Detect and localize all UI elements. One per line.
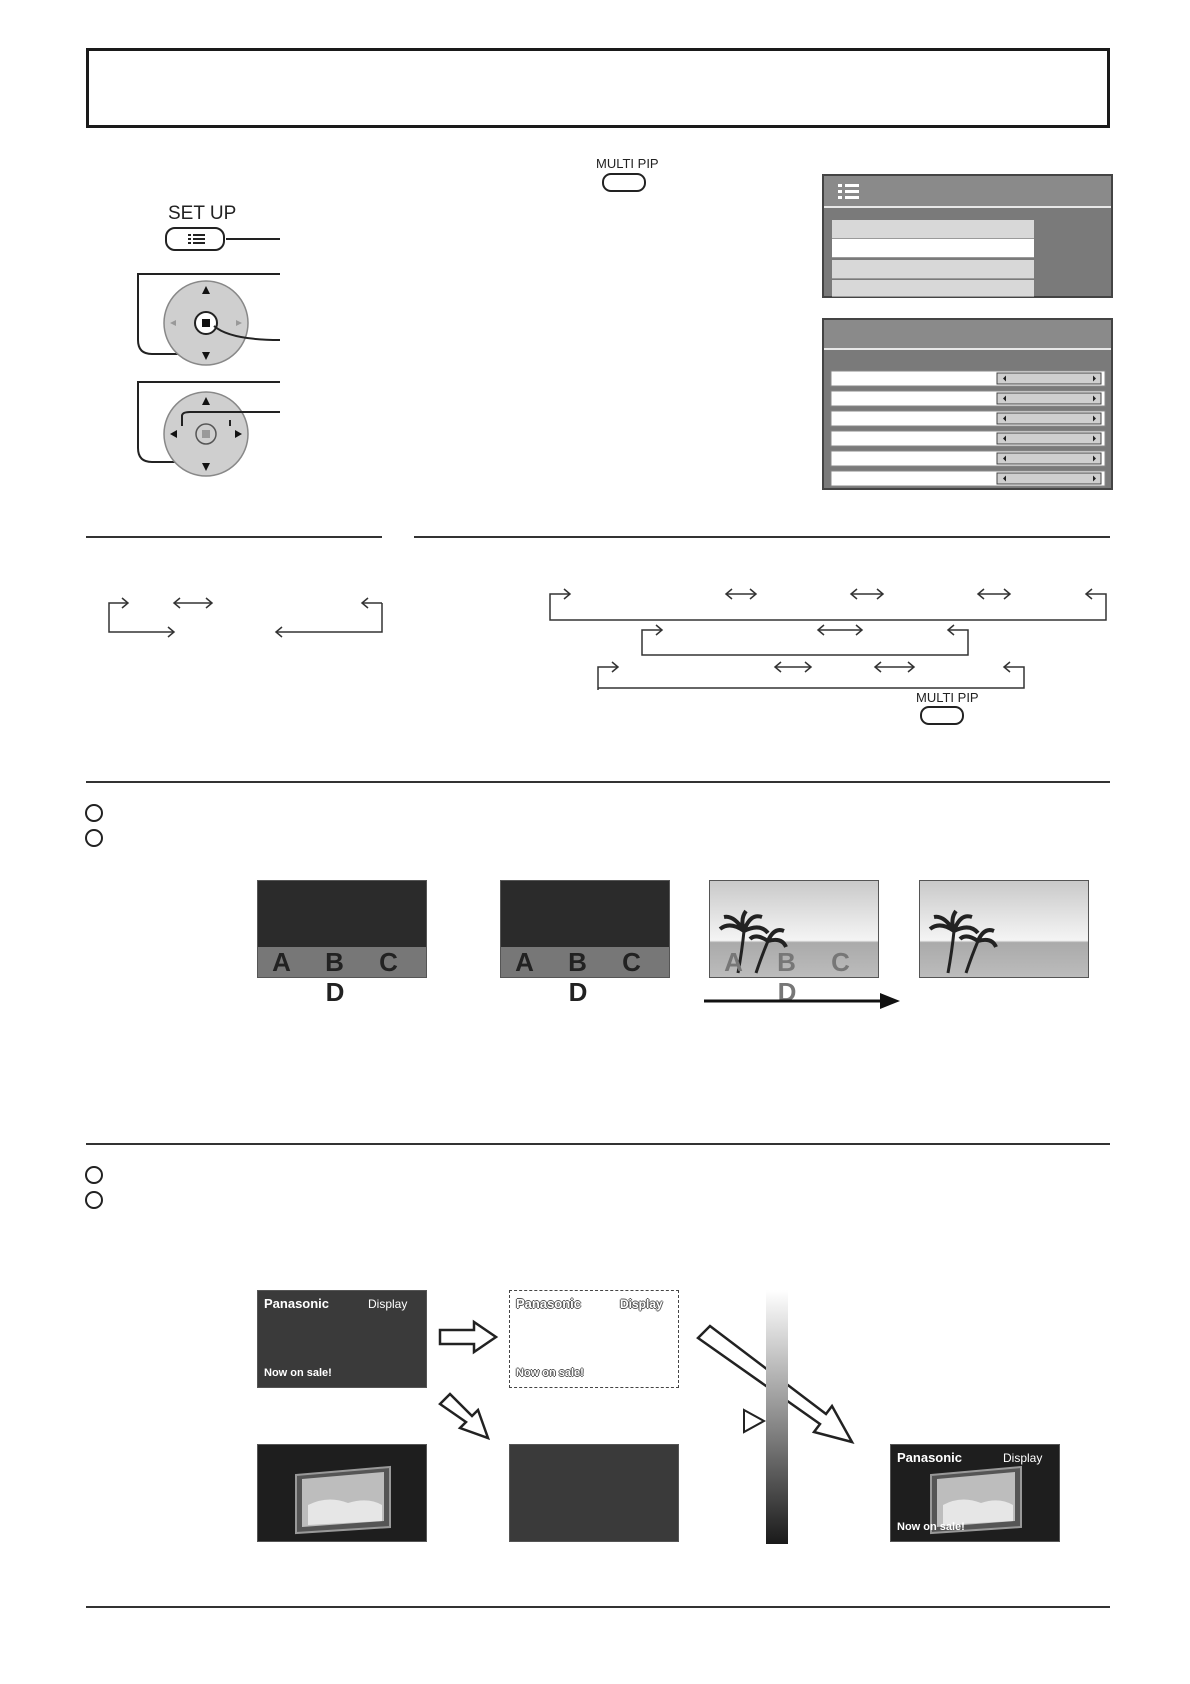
product-text: Display: [368, 1297, 408, 1311]
multi-pip-button[interactable]: [602, 173, 646, 192]
display-photo-screen: [257, 1444, 427, 1542]
step-circle: [85, 1191, 103, 1209]
page-title-box: [86, 48, 1110, 128]
brand-text: Panasonic: [516, 1296, 582, 1311]
settings-rows: [831, 371, 1105, 487]
section-rule: [86, 781, 1110, 783]
menu-item-selected[interactable]: [832, 239, 1034, 258]
ad-overlay-outline: [509, 1290, 679, 1388]
menu-item[interactable]: [832, 220, 1034, 239]
brand-text: Panasonic: [264, 1296, 330, 1311]
setup-menu-panel: [822, 174, 1113, 298]
tagline-text: Now on sale!: [516, 1367, 584, 1379]
section-rule: [86, 1143, 1110, 1145]
tv-display-icon: [258, 1445, 428, 1543]
cursor-pad-icon: [164, 281, 248, 365]
remote-diagram: [120, 230, 290, 485]
section-rule: [86, 1606, 1110, 1608]
step-circle: [85, 804, 103, 822]
tagline-text: Now on sale!: [897, 1521, 965, 1533]
beach-thumbnail: [709, 880, 879, 1007]
brand-text: Panasonic: [897, 1450, 963, 1465]
play-triangle-icon: [742, 1408, 766, 1434]
blank-screen: [509, 1444, 679, 1542]
panel-subheader: [824, 350, 1111, 370]
setup-label: SET UP: [168, 203, 237, 224]
caption-overlay: A B C D: [724, 947, 864, 1007]
caption-bar: A B C D: [501, 947, 669, 977]
screen-thumbnail: [500, 880, 670, 1007]
multi-pip-label: MULTI PIP: [916, 690, 979, 705]
caption-bar: A B C D: [258, 947, 426, 977]
section-rule: [414, 536, 1110, 538]
cursor-pad-icon: [164, 392, 248, 476]
cycle-diagram-right: [540, 582, 1112, 690]
transparency-gradient-bar: [766, 1290, 788, 1544]
panel-header: [824, 320, 1111, 350]
tagline-text: Now on sale!: [264, 1367, 332, 1379]
menu-list-icon: [836, 180, 866, 202]
screen-thumbnail: [257, 880, 427, 1007]
ad-screen: [257, 1290, 427, 1388]
menu-header: [824, 176, 1111, 208]
cycle-diagram-left: [100, 588, 390, 644]
section-rule: [86, 536, 382, 538]
arrow-right-icon: [702, 990, 902, 1012]
multi-pip-button[interactable]: [920, 706, 964, 725]
hollow-arrow-right-icon: [438, 1320, 500, 1354]
palm-tree-icon: [920, 881, 1090, 979]
product-text: Display: [1003, 1451, 1043, 1465]
hollow-arrow-down-right-icon: [436, 1390, 494, 1444]
combined-result-screen: [890, 1444, 1060, 1542]
step-circle: [85, 829, 103, 847]
product-text: Display: [620, 1297, 663, 1311]
menu-item[interactable]: [832, 260, 1034, 279]
step-circle: [85, 1166, 103, 1184]
beach-thumbnail: [919, 880, 1089, 978]
menu-item[interactable]: [832, 280, 1034, 297]
multi-pip-label: MULTI PIP: [596, 156, 659, 171]
